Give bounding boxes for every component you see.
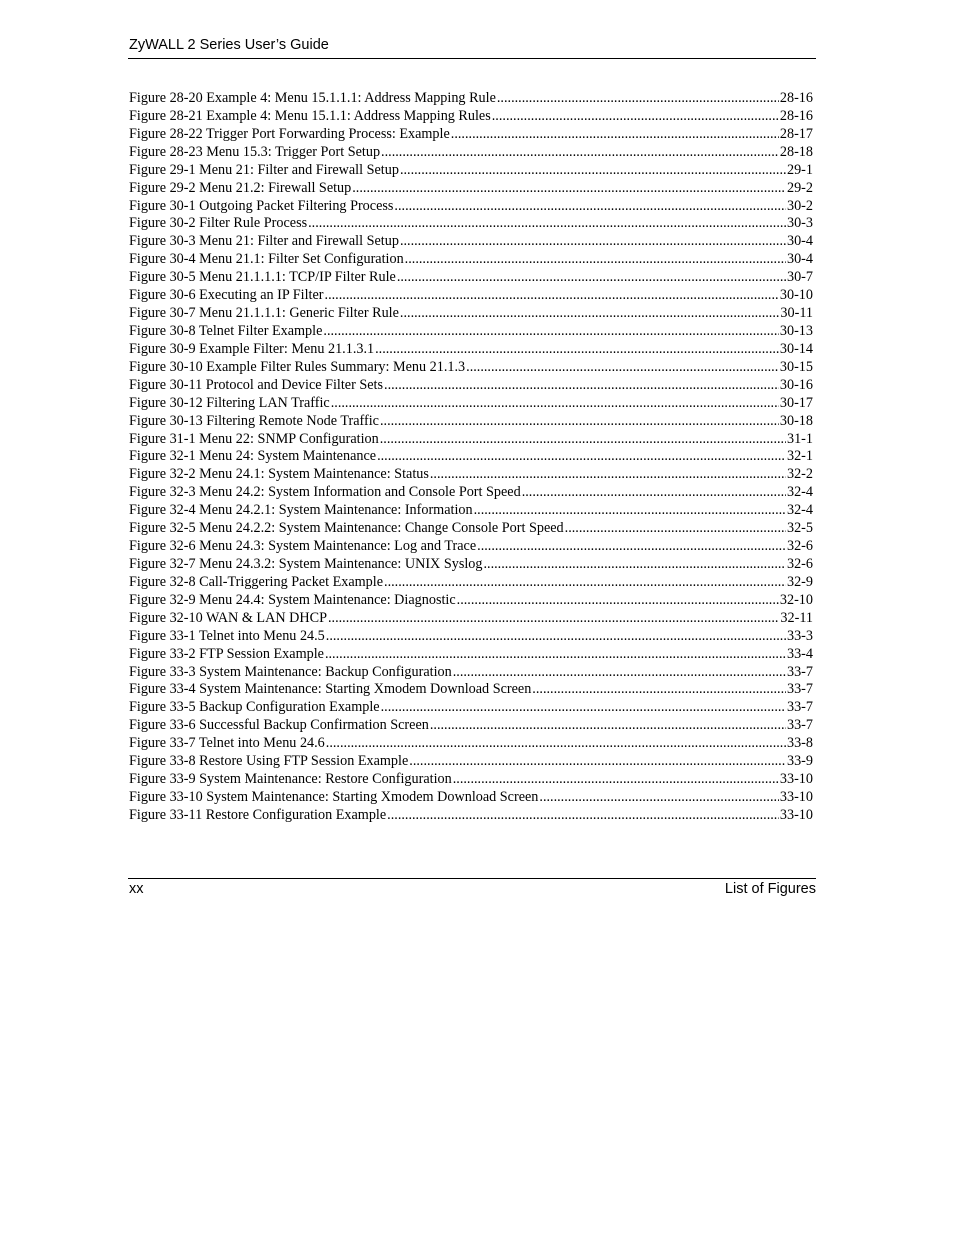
toc-entry[interactable] xyxy=(129,323,813,341)
toc-entry-page: 33-7 xyxy=(786,663,813,680)
toc-entry-page: 32-4 xyxy=(786,484,813,501)
toc-entry-page: 32-5 xyxy=(786,520,813,537)
toc-entry-label: Figure 30-9 Example Filter: Menu 21.1.3.1 xyxy=(129,340,375,357)
page-number: xx xyxy=(129,881,144,897)
toc-entry-page: 32-6 xyxy=(786,538,813,555)
toc-entry[interactable] xyxy=(129,502,813,520)
toc-entry[interactable] xyxy=(129,646,813,664)
toc-leader-dots xyxy=(384,377,779,395)
toc-entry-page: 30-11 xyxy=(780,305,813,322)
toc-entry[interactable] xyxy=(129,305,813,323)
toc-entry[interactable] xyxy=(129,108,813,126)
toc-entry-page: 31-1 xyxy=(786,430,813,447)
toc-entry[interactable] xyxy=(129,377,813,395)
toc-entry-page: 28-17 xyxy=(779,125,813,142)
toc-entry-label: Figure 30-7 Menu 21.1.1.1: Generic Filter Rule xyxy=(129,305,399,322)
toc-entry[interactable] xyxy=(129,359,813,377)
toc-entry[interactable] xyxy=(129,628,813,646)
toc-leader-dots xyxy=(474,502,786,520)
list-of-figures xyxy=(129,90,813,825)
toc-entry-page: 33-8 xyxy=(786,735,813,752)
toc-entry-page: 30-3 xyxy=(786,215,813,232)
toc-entry-label: Figure 29-1 Menu 21: Filter and Firewall Setup xyxy=(129,161,399,178)
toc-entry[interactable] xyxy=(129,431,813,449)
toc-entry[interactable] xyxy=(129,807,813,825)
toc-entry-label: Figure 33-5 Backup Configuration Example xyxy=(129,699,380,716)
toc-leader-dots xyxy=(522,484,786,502)
toc-leader-dots xyxy=(492,108,779,126)
toc-entry-page: 33-7 xyxy=(786,699,813,716)
toc-entry-label: Figure 32-1 Menu 24: System Maintenance xyxy=(129,448,377,465)
toc-leader-dots xyxy=(409,753,786,771)
page-header xyxy=(128,36,816,59)
toc-entry-label: Figure 28-21 Example 4: Menu 15.1.1: Address Mapping Rules xyxy=(129,107,491,124)
toc-entry[interactable] xyxy=(129,771,813,789)
toc-entry-label: Figure 32-3 Menu 24.2: System Information and Console Port Speed xyxy=(129,484,521,501)
toc-entry[interactable] xyxy=(129,198,813,216)
toc-entry-page: 32-10 xyxy=(779,591,813,608)
toc-entry[interactable] xyxy=(129,556,813,574)
toc-leader-dots xyxy=(377,448,786,466)
toc-entry[interactable] xyxy=(129,753,813,771)
toc-entry-page: 30-10 xyxy=(779,287,813,304)
toc-entry-label: Figure 30-4 Menu 21.1: Filter Set Configuration xyxy=(129,251,404,268)
toc-entry-label: Figure 28-23 Menu 15.3: Trigger Port Setup xyxy=(129,143,381,160)
toc-entry-page: 28-16 xyxy=(779,107,813,124)
toc-leader-dots xyxy=(326,628,786,646)
toc-entry[interactable] xyxy=(129,699,813,717)
toc-entry-label: Figure 32-9 Menu 24.4: System Maintenance: Diagnostic xyxy=(129,591,456,608)
toc-entry-label: Figure 30-13 Filtering Remote Node Traffic xyxy=(129,412,379,429)
toc-entry-page: 33-10 xyxy=(779,771,813,788)
section-name: List of Figures xyxy=(724,881,816,897)
toc-entry-page: 33-7 xyxy=(786,717,813,734)
toc-entry[interactable] xyxy=(129,538,813,556)
toc-entry-page: 30-15 xyxy=(779,358,813,375)
toc-entry[interactable] xyxy=(129,162,813,180)
toc-entry[interactable] xyxy=(129,717,813,735)
toc-leader-dots xyxy=(497,90,779,108)
toc-entry-label: Figure 31-1 Menu 22: SNMP Configuration xyxy=(129,430,379,447)
toc-entry[interactable] xyxy=(129,341,813,359)
toc-entry-page: 32-4 xyxy=(786,502,813,519)
toc-entry-label: Figure 30-2 Filter Rule Process xyxy=(129,215,308,232)
toc-leader-dots xyxy=(394,198,786,216)
toc-entry[interactable] xyxy=(129,735,813,753)
toc-entry[interactable] xyxy=(129,664,813,682)
toc-entry[interactable] xyxy=(129,681,813,699)
toc-leader-dots xyxy=(400,233,786,251)
toc-entry-label: Figure 30-12 Filtering LAN Traffic xyxy=(129,394,330,411)
toc-entry-label: Figure 30-11 Protocol and Device Filter Sets xyxy=(129,376,384,393)
toc-entry-label: Figure 28-20 Example 4: Menu 15.1.1.1: Address Mapping Rule xyxy=(129,90,496,106)
toc-entry[interactable] xyxy=(129,448,813,466)
toc-leader-dots xyxy=(387,807,779,825)
toc-leader-dots xyxy=(453,771,779,789)
toc-entry-page: 28-16 xyxy=(779,90,813,106)
toc-entry-page: 30-18 xyxy=(779,412,813,429)
toc-leader-dots xyxy=(380,431,786,449)
toc-entry[interactable] xyxy=(129,592,813,610)
toc-entry-label: Figure 30-1 Outgoing Packet Filtering Process xyxy=(129,197,394,214)
toc-entry[interactable] xyxy=(129,144,813,162)
toc-entry[interactable] xyxy=(129,610,813,628)
toc-entry-label: Figure 28-22 Trigger Port Forwarding Process: Example xyxy=(129,125,450,142)
toc-entry-page: 32-2 xyxy=(786,466,813,483)
toc-leader-dots xyxy=(325,287,779,305)
toc-entry-page: 33-4 xyxy=(786,645,813,662)
toc-entry-page: 32-11 xyxy=(780,609,813,626)
toc-entry[interactable] xyxy=(129,413,813,431)
toc-leader-dots xyxy=(466,359,779,377)
toc-leader-dots xyxy=(430,466,786,484)
toc-leader-dots xyxy=(397,269,786,287)
toc-entry[interactable] xyxy=(129,251,813,269)
toc-entry-page: 29-2 xyxy=(786,179,813,196)
toc-entry-label: Figure 33-4 System Maintenance: Starting Xmodem Download Screen xyxy=(129,681,532,698)
toc-entry-label: Figure 33-6 Successful Backup Confirmation Screen xyxy=(129,717,429,734)
document-title: ZyWALL 2 Series User’s Guide xyxy=(129,37,329,53)
toc-entry-label: Figure 32-5 Menu 24.2.2: System Maintenance: Change Console Port Speed xyxy=(129,520,564,537)
toc-entry-page: 30-13 xyxy=(779,322,813,339)
toc-leader-dots xyxy=(457,592,779,610)
toc-entry[interactable] xyxy=(129,180,813,198)
toc-entry-label: Figure 32-10 WAN & LAN DHCP xyxy=(129,609,327,626)
toc-entry-page: 33-7 xyxy=(786,681,813,698)
toc-entry[interactable] xyxy=(129,574,813,592)
toc-leader-dots xyxy=(326,735,786,753)
toc-entry-label: Figure 33-2 FTP Session Example xyxy=(129,645,324,662)
toc-leader-dots xyxy=(325,646,786,664)
toc-entry-label: Figure 32-7 Menu 24.3.2: System Maintenance: UNIX Syslog xyxy=(129,555,483,572)
toc-leader-dots xyxy=(375,341,779,359)
toc-leader-dots xyxy=(308,215,786,233)
toc-leader-dots xyxy=(384,574,786,592)
toc-leader-dots xyxy=(430,717,786,735)
toc-entry-page: 29-1 xyxy=(786,161,813,178)
toc-leader-dots xyxy=(405,251,786,269)
toc-leader-dots xyxy=(381,699,786,717)
toc-leader-dots xyxy=(477,538,786,556)
toc-leader-dots xyxy=(352,180,786,198)
toc-entry-page: 30-7 xyxy=(786,269,813,286)
toc-entry[interactable] xyxy=(129,789,813,807)
toc-entry[interactable] xyxy=(129,126,813,144)
toc-leader-dots xyxy=(532,681,786,699)
toc-entry-label: Figure 33-1 Telnet into Menu 24.5 xyxy=(129,627,325,644)
toc-entry[interactable] xyxy=(129,287,813,305)
toc-leader-dots xyxy=(328,610,779,628)
toc-entry-page: 30-17 xyxy=(779,394,813,411)
toc-entry-page: 33-3 xyxy=(786,627,813,644)
toc-entry[interactable] xyxy=(129,269,813,287)
toc-entry-label: Figure 30-6 Executing an IP Filter xyxy=(129,287,324,304)
toc-entry-label: Figure 33-8 Restore Using FTP Session Example xyxy=(129,753,409,770)
toc-entry-page: 33-10 xyxy=(779,806,813,823)
toc-entry-label: Figure 30-8 Telnet Filter Example xyxy=(129,322,323,339)
toc-entry-label: Figure 33-3 System Maintenance: Backup Configuration xyxy=(129,663,452,680)
toc-leader-dots xyxy=(483,556,786,574)
toc-leader-dots xyxy=(453,664,786,682)
toc-leader-dots xyxy=(400,305,780,323)
toc-entry-label: Figure 32-8 Call-Triggering Packet Example xyxy=(129,573,384,590)
toc-entry-page: 33-9 xyxy=(786,753,813,770)
toc-entry-label: Figure 30-3 Menu 21: Filter and Firewall Setup xyxy=(129,233,399,250)
toc-entry-page: 33-10 xyxy=(779,788,813,805)
toc-leader-dots xyxy=(381,144,779,162)
toc-leader-dots xyxy=(400,162,786,180)
toc-leader-dots xyxy=(380,413,779,431)
toc-entry[interactable] xyxy=(129,520,813,538)
toc-entry-label: Figure 30-10 Example Filter Rules Summary: Menu 21.1.3 xyxy=(129,358,466,375)
toc-entry[interactable] xyxy=(129,484,813,502)
page-footer xyxy=(128,878,816,901)
toc-entry-label: Figure 33-11 Restore Configuration Example xyxy=(129,806,387,823)
toc-leader-dots xyxy=(323,323,779,341)
toc-entry-label: Figure 32-6 Menu 24.3: System Maintenance: Log and Trace xyxy=(129,538,477,555)
toc-leader-dots xyxy=(565,520,786,538)
toc-leader-dots xyxy=(451,126,779,144)
toc-entry-label: Figure 33-7 Telnet into Menu 24.6 xyxy=(129,735,325,752)
toc-entry-label: Figure 32-2 Menu 24.1: System Maintenance: Status xyxy=(129,466,429,483)
toc-entry[interactable] xyxy=(129,90,813,108)
toc-entry-page: 32-1 xyxy=(786,448,813,465)
toc-entry[interactable] xyxy=(129,466,813,484)
toc-entry-label: Figure 33-9 System Maintenance: Restore Configuration xyxy=(129,771,452,788)
toc-entry-page: 32-9 xyxy=(786,573,813,590)
toc-entry-page: 30-2 xyxy=(786,197,813,214)
toc-entry-label: Figure 29-2 Menu 21.2: Firewall Setup xyxy=(129,179,352,196)
toc-leader-dots xyxy=(539,789,779,807)
toc-entry[interactable] xyxy=(129,215,813,233)
toc-entry-page: 30-14 xyxy=(779,340,813,357)
toc-entry-page: 28-18 xyxy=(779,143,813,160)
toc-entry[interactable] xyxy=(129,395,813,413)
toc-entry-label: Figure 33-10 System Maintenance: Starting Xmodem Download Screen xyxy=(129,788,539,805)
toc-leader-dots xyxy=(331,395,779,413)
toc-entry-page: 30-16 xyxy=(779,376,813,393)
toc-entry-page: 30-4 xyxy=(786,251,813,268)
toc-entry-page: 32-6 xyxy=(786,555,813,572)
toc-entry-page: 30-4 xyxy=(786,233,813,250)
toc-entry-label: Figure 32-4 Menu 24.2.1: System Maintenance: Information xyxy=(129,502,473,519)
toc-entry[interactable] xyxy=(129,233,813,251)
toc-entry-label: Figure 30-5 Menu 21.1.1.1: TCP/IP Filter Rule xyxy=(129,269,396,286)
